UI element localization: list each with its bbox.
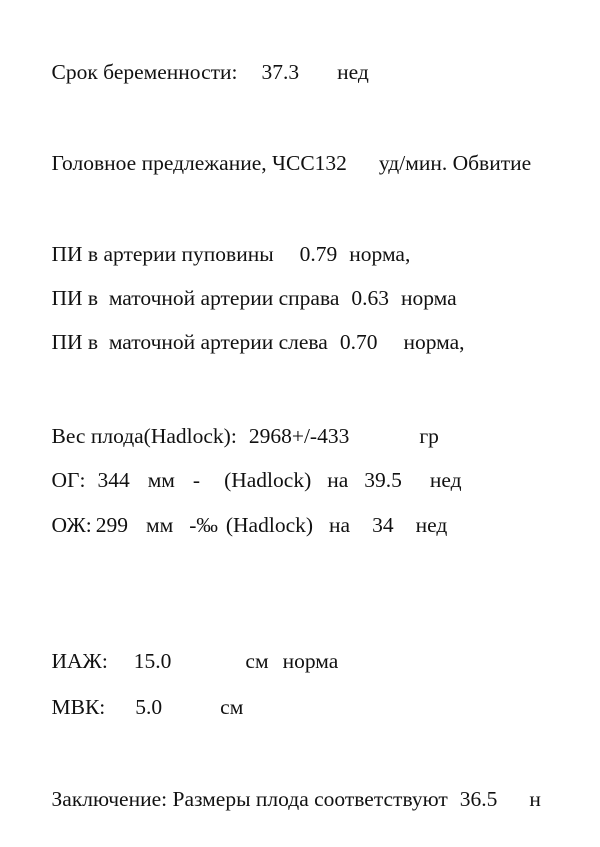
conclusion-unit: н [529, 787, 541, 811]
biometry-weeks: 34 [372, 513, 394, 537]
conclusion-line [30, 760, 541, 838]
biometry-on: на [329, 513, 351, 537]
biometry-on: на [327, 468, 349, 492]
biometry-method: (Hadlock) [224, 468, 312, 492]
amniotic-label: МВК: [51, 695, 106, 719]
doppler-label: ПИ в маточной артерии справа [51, 286, 340, 310]
gestational-age-label: Срок беременности: [51, 60, 238, 84]
fetal-weight-label: Вес плода(Hadlock): [51, 424, 237, 448]
fetal-weight-value: 2968+/-433 [248, 424, 350, 448]
biometry-value: 299 [95, 513, 128, 537]
max-vertical-pocket-line [30, 668, 243, 746]
amniotic-label: ИАЖ: [51, 649, 108, 673]
doppler-value: 0.63 [351, 286, 389, 310]
biometry-value: 344 [97, 468, 130, 492]
conclusion-label: Заключение: Размеры плода соответствуют [51, 787, 448, 811]
presentation-text: Головное предлежание, ЧСС132 [51, 151, 347, 175]
doppler-status: норма [401, 286, 457, 310]
doppler-value: 0.79 [299, 242, 338, 266]
biometry-label: ОЖ: [51, 513, 92, 537]
doppler-uterine-left-line [30, 303, 465, 381]
doppler-value: 0.70 [339, 330, 378, 354]
amniotic-value: 5.0 [135, 695, 163, 719]
fetal-weight-unit: гр [419, 424, 439, 448]
amniotic-value: 15.0 [133, 649, 172, 673]
presentation-unit: уд/мин. Обвитие [378, 151, 532, 175]
biometry-weeks-unit: нед [429, 468, 462, 492]
doppler-label: ПИ в маточной артерии слева [51, 330, 328, 354]
conclusion-value: 36.5 [459, 787, 498, 811]
gestational-age-line [30, 33, 369, 111]
amniotic-unit: см [220, 695, 244, 719]
presentation-line [30, 124, 531, 202]
amniotic-unit: см [245, 649, 269, 673]
biometry-sep: -‰ [189, 513, 218, 537]
biometry-weeks: 39.5 [364, 468, 402, 492]
doppler-status: норма, [403, 330, 465, 354]
biometry-unit: мм [145, 513, 174, 537]
gestational-age-unit: нед [337, 60, 369, 84]
biometry-sep: - [192, 468, 201, 492]
biometry-unit: мм [147, 468, 175, 492]
abdominal-circumference-line [30, 486, 447, 564]
biometry-label: ОГ: [51, 468, 86, 492]
doppler-status: норма, [349, 242, 411, 266]
amniotic-status: норма [282, 649, 339, 673]
gestational-age-value: 37.3 [261, 60, 300, 84]
doppler-label: ПИ в артерии пуповины [51, 242, 274, 266]
biometry-method: (Hadlock) [225, 513, 314, 537]
biometry-weeks-unit: нед [415, 513, 448, 537]
